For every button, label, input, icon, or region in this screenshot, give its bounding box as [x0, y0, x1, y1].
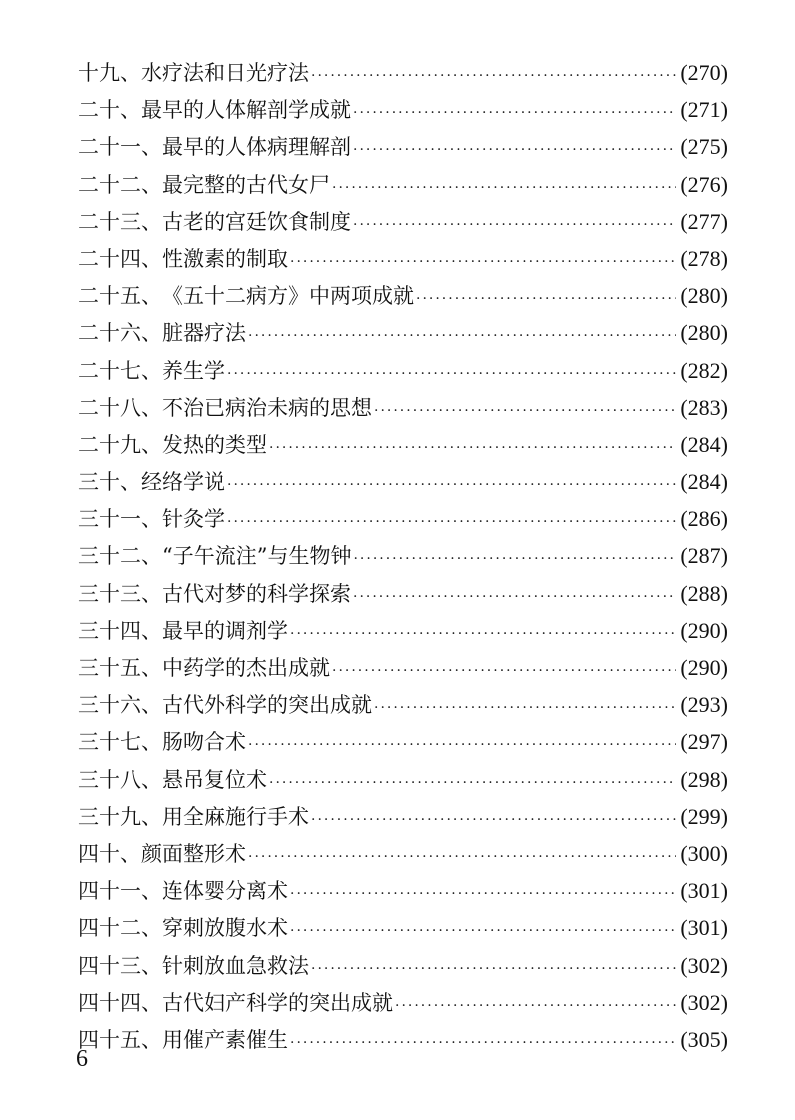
- entry-number: 二十二、: [78, 172, 162, 197]
- dot-leader: [227, 504, 676, 541]
- entry-title: 肠吻合术: [162, 730, 246, 755]
- toc-entry: [78, 612, 728, 649]
- dot-leader: [290, 913, 676, 950]
- toc-entry: [78, 761, 728, 798]
- entry-page: (299): [680, 803, 728, 829]
- dot-leader: [332, 170, 676, 207]
- entry-page: (284): [680, 469, 728, 495]
- entry-page: (275): [680, 134, 728, 160]
- toc-entry: [78, 463, 728, 500]
- entry-number: 三十七、: [78, 730, 162, 755]
- entry-title: 经络学说: [141, 470, 225, 495]
- entry-page: (277): [680, 208, 728, 234]
- dot-leader: [416, 281, 676, 318]
- dot-leader: [227, 467, 676, 504]
- entry-number: 三十九、: [78, 804, 162, 829]
- toc-entry: [78, 128, 728, 165]
- entry-number: 二十三、: [78, 209, 162, 234]
- entry-page: (302): [680, 989, 728, 1015]
- entry-title: 中药学的杰出成就: [162, 656, 330, 680]
- dot-leader: [311, 58, 676, 95]
- table-of-contents: [78, 54, 728, 1058]
- toc-entry: [78, 91, 728, 128]
- entry-page: (280): [680, 283, 728, 309]
- entry-number: 二十九、: [78, 432, 162, 457]
- toc-entry: [78, 798, 728, 835]
- toc-entry: [78, 352, 728, 389]
- toc-entry: [78, 277, 728, 314]
- dot-leader: [290, 244, 676, 281]
- entry-title: 养生学: [162, 358, 225, 383]
- entry-page: (302): [680, 952, 728, 978]
- dot-leader: [248, 318, 676, 355]
- entry-number: 二十六、: [78, 321, 162, 346]
- toc-entry: [78, 240, 728, 277]
- entry-title: “子午流注”与生物钟: [162, 544, 352, 569]
- entry-title: 发热的类型: [162, 432, 267, 457]
- dot-leader: [269, 430, 676, 467]
- toc-entry: [78, 426, 728, 463]
- entry-page: (297): [680, 729, 728, 755]
- entry-page: (298): [680, 766, 728, 792]
- entry-title: 水疗法和日光疗法: [141, 61, 309, 85]
- toc-entry: [78, 686, 728, 723]
- entry-page: (293): [680, 692, 728, 718]
- entry-page: (290): [680, 617, 728, 643]
- entry-page: (288): [680, 580, 728, 606]
- entry-number: 二十七、: [78, 358, 162, 383]
- entry-page: (290): [680, 655, 728, 680]
- toc-entry: [78, 537, 728, 574]
- dot-leader: [311, 802, 676, 839]
- entry-number: 二十八、: [78, 395, 162, 420]
- entry-title: 用全麻施行手术: [162, 804, 309, 829]
- dot-leader: [269, 765, 676, 802]
- dot-leader: [395, 988, 676, 1025]
- entry-title: 《五十二病方》中两项成就: [162, 284, 414, 309]
- entry-page: (300): [680, 840, 728, 866]
- toc-entry: [78, 649, 728, 686]
- entry-number: 三十一、: [78, 507, 162, 532]
- dot-leader: [353, 579, 676, 616]
- entry-title: 古代妇产科学的突出成就: [162, 990, 393, 1015]
- entry-page: (284): [680, 431, 728, 457]
- entry-title: 穿刺放腹水术: [162, 916, 288, 941]
- entry-number: 二十五、: [78, 284, 162, 309]
- entry-title: 不治已病治未病的思想: [162, 395, 372, 420]
- entry-title: 脏器疗法: [162, 321, 246, 346]
- entry-page: (271): [680, 97, 728, 123]
- entry-title: 最早的人体病理解剖: [162, 135, 351, 160]
- dot-leader: [374, 393, 676, 430]
- entry-title: 性激素的制取: [162, 246, 288, 271]
- toc-entry: [78, 389, 728, 426]
- toc-entry: [78, 203, 728, 240]
- entry-page: (301): [680, 878, 728, 904]
- entry-number: 四十三、: [78, 953, 162, 978]
- entry-page: (287): [680, 543, 728, 569]
- entry-title: 针刺放血急救法: [162, 953, 309, 978]
- entry-number: 三十四、: [78, 618, 162, 643]
- dot-leader: [353, 207, 676, 244]
- entry-title: 最早的人体解剖学成就: [141, 98, 351, 123]
- entry-page: (286): [680, 506, 728, 532]
- page-number: 6: [76, 1046, 88, 1072]
- entry-title: 连体婴分离术: [162, 879, 288, 904]
- dot-leader: [332, 653, 676, 690]
- entry-page: (270): [680, 60, 728, 85]
- entry-title: 古代外科学的突出成就: [162, 693, 372, 718]
- dot-leader: [353, 541, 676, 578]
- entry-page: (278): [680, 245, 728, 271]
- entry-page: (276): [680, 171, 728, 197]
- entry-number: 三十五、: [78, 656, 162, 680]
- entry-title: 悬吊复位术: [162, 767, 267, 792]
- entry-title: 用催产素催生: [162, 1027, 288, 1052]
- toc-entry: [78, 947, 728, 984]
- entry-number: 二十一、: [78, 135, 162, 160]
- toc-entry: [78, 909, 728, 946]
- toc-entry: [78, 500, 728, 537]
- dot-leader: [374, 690, 676, 727]
- entry-title: 最完整的古代女尸: [162, 172, 330, 197]
- toc-entry: [78, 575, 728, 612]
- dot-leader: [290, 616, 676, 653]
- entry-number: 二十、: [78, 98, 141, 123]
- dot-leader: [248, 727, 676, 764]
- entry-title: 古老的宫廷饮食制度: [162, 209, 351, 234]
- entry-page: (301): [680, 915, 728, 941]
- entry-page: (280): [680, 320, 728, 346]
- toc-entry: [78, 314, 728, 351]
- entry-title: 颜面整形术: [141, 841, 246, 866]
- entry-number: 三十、: [78, 470, 141, 495]
- dot-leader: [290, 876, 676, 913]
- entry-page: (282): [680, 357, 728, 383]
- dot-leader: [227, 356, 676, 393]
- toc-entry: [78, 1021, 728, 1058]
- entry-number: 三十二、: [78, 544, 162, 569]
- entry-number: 三十六、: [78, 693, 162, 718]
- entry-page: (283): [680, 394, 728, 420]
- entry-number: 四十五、: [78, 1027, 162, 1052]
- dot-leader: [290, 1025, 676, 1062]
- toc-entry: [78, 984, 728, 1021]
- entry-number: 四十四、: [78, 990, 162, 1015]
- entry-title: 古代对梦的科学探索: [162, 581, 351, 606]
- toc-entry: [78, 54, 728, 91]
- entry-number: 四十一、: [78, 879, 162, 904]
- dot-leader: [353, 95, 676, 132]
- dot-leader: [248, 839, 676, 876]
- entry-number: 三十八、: [78, 767, 162, 792]
- entry-number: 四十、: [78, 841, 141, 866]
- entry-page: (305): [680, 1026, 728, 1052]
- entry-number: 二十四、: [78, 246, 162, 271]
- toc-entry: [78, 872, 728, 909]
- entry-title: 针灸学: [162, 507, 225, 532]
- entry-number: 四十二、: [78, 916, 162, 941]
- toc-entry: [78, 835, 728, 872]
- entry-title: 最早的调剂学: [162, 618, 288, 643]
- dot-leader: [353, 132, 676, 169]
- dot-leader: [311, 951, 676, 988]
- toc-entry: [78, 166, 728, 203]
- entry-number: 十九、: [78, 61, 141, 85]
- toc-entry: [78, 723, 728, 760]
- entry-number: 三十三、: [78, 581, 162, 606]
